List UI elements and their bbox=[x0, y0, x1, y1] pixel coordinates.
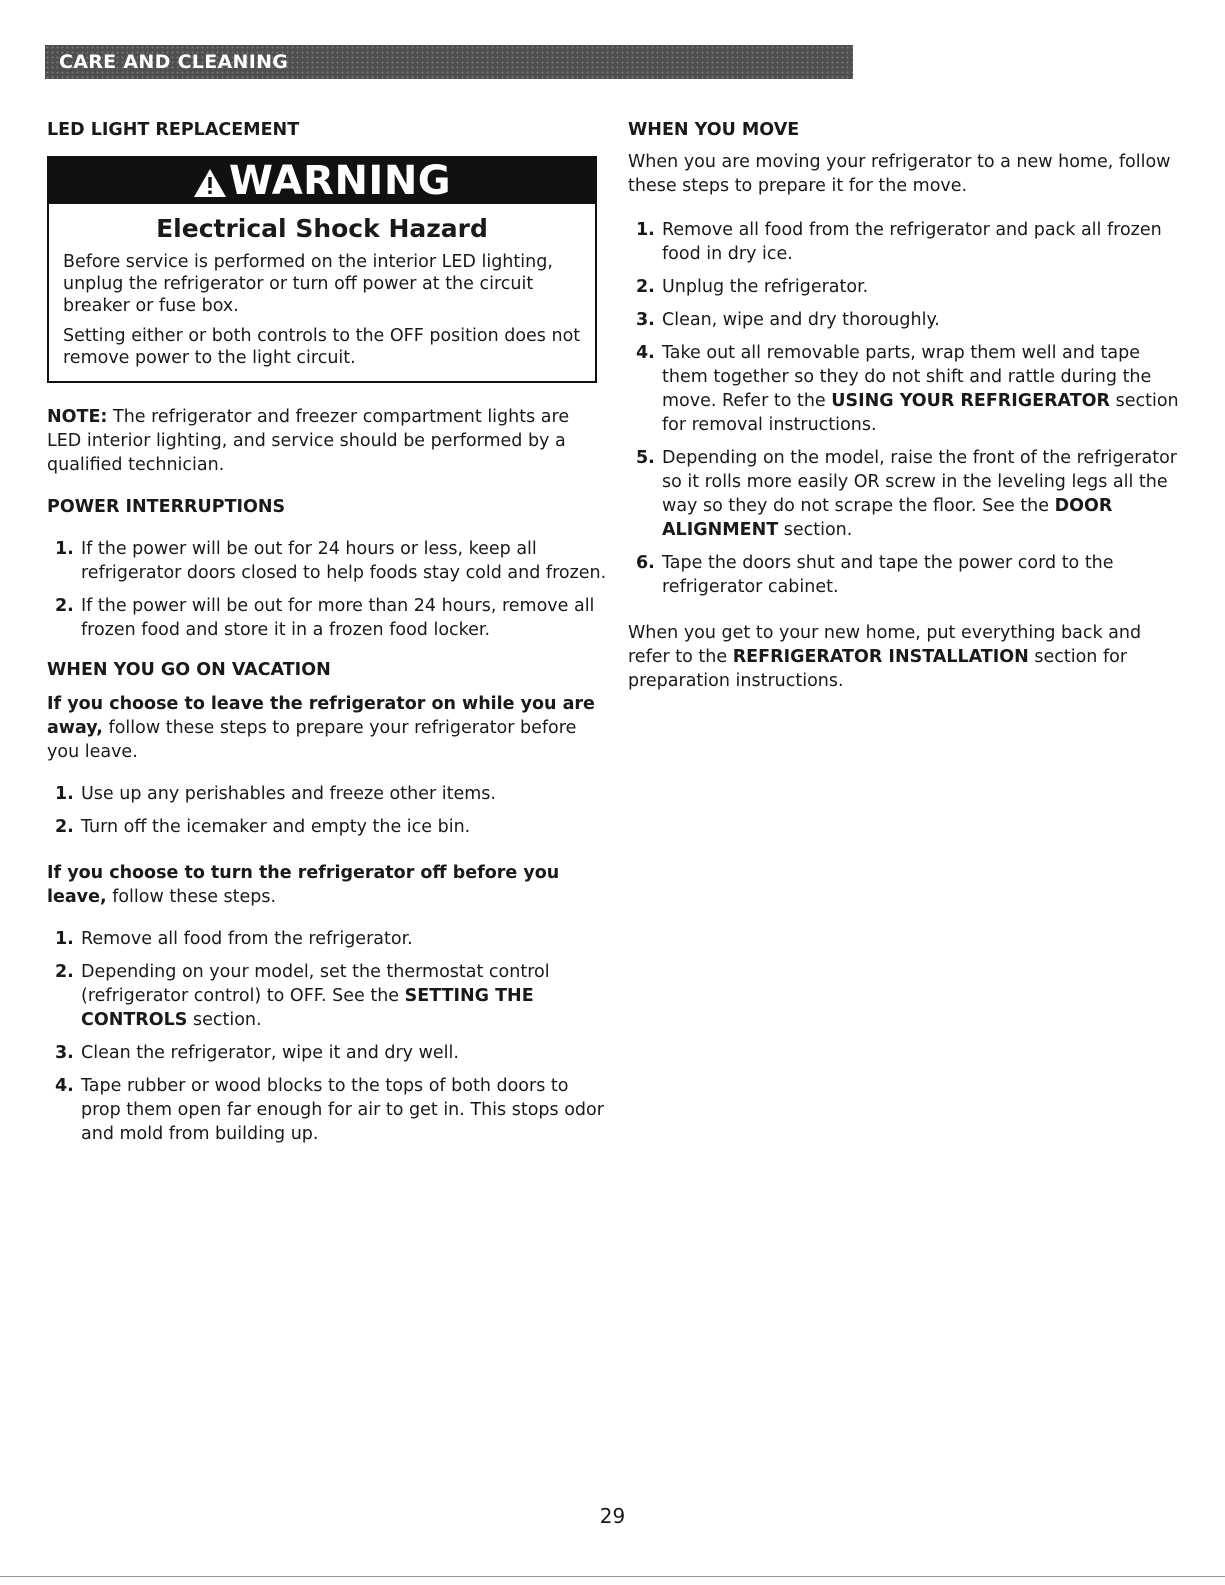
item-number: 5. bbox=[636, 448, 655, 468]
item-text: Tape the doors shut and tape the power cord to the refrigerator cabinet. bbox=[662, 553, 1114, 597]
section-reference: SETTING THE CONTROLS bbox=[81, 986, 534, 1030]
item-number: 2. bbox=[55, 817, 74, 837]
page-number: 29 bbox=[599, 1504, 626, 1528]
list-item bbox=[47, 782, 607, 806]
item-number: 3. bbox=[636, 310, 655, 330]
right-column bbox=[628, 120, 1188, 693]
move-list bbox=[628, 218, 1188, 599]
list-item bbox=[628, 275, 1188, 299]
item-number: 1. bbox=[55, 929, 74, 949]
item-text: Remove all food from the refrigerator and pack all frozen food in dry ice. bbox=[662, 220, 1162, 264]
item-number: 4. bbox=[55, 1076, 74, 1096]
item-text: Use up any perishables and freeze other items. bbox=[81, 784, 496, 804]
bottom-rule bbox=[0, 1576, 1225, 1577]
note-label: NOTE: bbox=[47, 407, 108, 427]
item-text: Remove all food from the refrigerator. bbox=[81, 929, 413, 949]
list-item bbox=[47, 815, 607, 839]
note-paragraph bbox=[47, 405, 607, 477]
section-banner: CARE AND CLEANING bbox=[45, 45, 853, 79]
move-intro: When you are moving your refrigerator to a new home, follow these steps to prepare it for the move. bbox=[628, 152, 1171, 196]
item-text: Unplug the refrigerator. bbox=[662, 277, 869, 297]
move-outro-text: section for preparation instructions. bbox=[628, 647, 1128, 691]
item-number: 2. bbox=[636, 277, 655, 297]
item-number: 1. bbox=[636, 220, 655, 240]
vacation-off-list bbox=[47, 927, 607, 1146]
item-text: section for removal instructions. bbox=[662, 391, 1179, 435]
note-text: The refrigerator and freezer compartment lights are LED interior lighting, and service should be performed by a qualified technician. bbox=[47, 407, 570, 475]
list-item bbox=[47, 1074, 607, 1146]
section-reference: USING YOUR REFRIGERATOR bbox=[831, 391, 1111, 411]
item-text: section. bbox=[193, 1010, 262, 1030]
item-text: Depending on your model, set the thermostat control (refrigerator control) to OFF. See the bbox=[81, 962, 550, 1006]
list-item bbox=[47, 537, 607, 585]
list-item bbox=[47, 960, 607, 1032]
move-outro-text: When you get to your new home, put everything back and refer to the bbox=[628, 623, 1142, 667]
section-reference: REFRIGERATOR INSTALLATION bbox=[732, 647, 1029, 667]
warning-body bbox=[49, 251, 595, 381]
item-text: Clean, wipe and dry thoroughly. bbox=[662, 310, 940, 330]
item-number: 3. bbox=[55, 1043, 74, 1063]
list-item bbox=[628, 308, 1188, 332]
warning-subtitle: Electrical Shock Hazard bbox=[156, 214, 488, 243]
warning-box bbox=[47, 156, 597, 383]
item-number: 6. bbox=[636, 553, 655, 573]
move-outro bbox=[628, 621, 1188, 693]
item-text: Tape rubber or wood blocks to the tops of both doors to prop them open far enough for air to get in. This stops odor and mold from building up. bbox=[81, 1076, 604, 1144]
item-text: Depending on the model, raise the front of the refrigerator so it rolls more easily OR screw in the leveling legs all the way so they do not scrape the floor. See the bbox=[662, 448, 1177, 516]
power-list bbox=[47, 537, 607, 642]
vacation-on-lead: If you choose to leave the refrigerator on while you are away, bbox=[47, 694, 595, 738]
warning-label: WARNING bbox=[228, 158, 452, 204]
warning-header bbox=[49, 158, 595, 204]
item-number: 1. bbox=[55, 784, 74, 804]
vacation-on-list bbox=[47, 782, 607, 839]
vacation-off-paragraph bbox=[47, 861, 607, 909]
item-text: Turn off the icemaker and empty the ice bin. bbox=[81, 817, 471, 837]
warning-paragraph: Setting either or both controls to the OFF position does not remove power to the light circuit. bbox=[63, 326, 581, 368]
list-item bbox=[628, 446, 1188, 542]
power-heading: POWER INTERRUPTIONS bbox=[47, 497, 286, 517]
warning-triangle-icon bbox=[193, 162, 227, 208]
list-item bbox=[628, 341, 1188, 437]
vacation-off-lead: If you choose to turn the refrigerator off before you leave, bbox=[47, 863, 560, 907]
item-number: 2. bbox=[55, 962, 74, 982]
item-text: section. bbox=[783, 520, 853, 540]
vacation-heading: WHEN YOU GO ON VACATION bbox=[47, 660, 331, 680]
section-reference: DOOR ALIGNMENT bbox=[662, 496, 1113, 540]
item-number: 2. bbox=[55, 596, 74, 616]
vacation-on-paragraph bbox=[47, 692, 607, 764]
vacation-on-text: follow these steps to prepare your refrigerator before you leave. bbox=[47, 718, 577, 762]
list-item bbox=[628, 551, 1188, 599]
left-column bbox=[47, 120, 607, 1146]
list-item bbox=[47, 1041, 607, 1065]
item-number: 1. bbox=[55, 539, 74, 559]
list-item bbox=[628, 218, 1188, 266]
item-text: Take out all removable parts, wrap them well and tape them together so they do not shift and rattle during the move. Refer to the bbox=[662, 343, 1152, 411]
led-heading: LED LIGHT REPLACEMENT bbox=[47, 120, 300, 140]
list-item bbox=[47, 594, 607, 642]
item-number: 4. bbox=[636, 343, 655, 363]
warning-paragraph: Before service is performed on the interior LED lighting, unplug the refrigerator or turn off power at the circuit breaker or fuse box. bbox=[63, 252, 553, 316]
vacation-off-text: follow these steps. bbox=[112, 887, 277, 907]
item-text: Clean the refrigerator, wipe it and dry well. bbox=[81, 1043, 459, 1063]
move-heading: WHEN YOU MOVE bbox=[628, 120, 800, 140]
item-text: If the power will be out for more than 24 hours, remove all frozen food and store it in a frozen food locker. bbox=[81, 596, 595, 640]
item-text: If the power will be out for 24 hours or less, keep all refrigerator doors closed to help foods stay cold and frozen. bbox=[81, 539, 607, 583]
list-item bbox=[47, 927, 607, 951]
